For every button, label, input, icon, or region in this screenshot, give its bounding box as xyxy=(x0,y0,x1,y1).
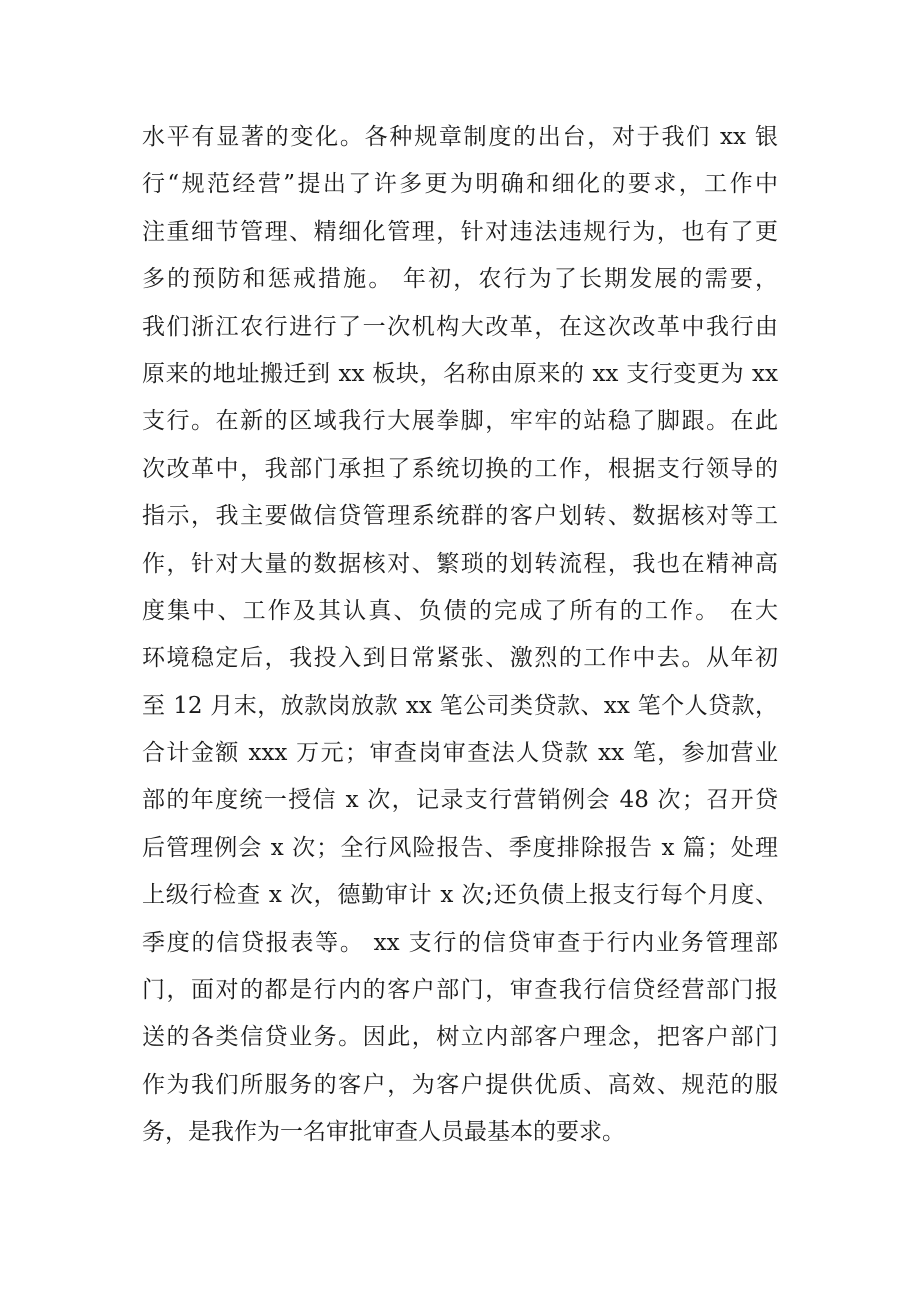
text-line: 上级行检查 x 次，德勤审计 x 次;还负债上报支行每个月度、 xyxy=(142,882,778,909)
text-line: 度集中、工作及其认真、负债的完成了所有的工作。 在大 xyxy=(142,597,778,624)
text-line: 原来的地址搬迁到 xx 板块，名称由原来的 xx 支行变更为 xx xyxy=(142,360,778,387)
document-body xyxy=(142,114,778,1157)
text-line: 部的年度统一授信 x 次，记录支行营销例会 48 次；召开贷 xyxy=(142,787,778,814)
text-line: 门，面对的都是行内的客户部门，审查我行信贷经营部门报 xyxy=(142,977,778,1004)
text-line: 送的各类信贷业务。因此，树立内部客户理念，把客户部门 xyxy=(142,1024,778,1051)
text-line: 支行。在新的区域我行大展拳脚，牢牢的站稳了脚跟。在此 xyxy=(142,408,778,435)
text-line: 作，针对大量的数据核对、繁琐的划转流程，我也在精神高 xyxy=(142,550,778,577)
text-line: 季度的信贷报表等。 xx 支行的信贷审查于行内业务管理部 xyxy=(142,929,778,956)
text-line: 合计金额 xxx 万元；审查岗审查法人贷款 xx 笔，参加营业 xyxy=(142,740,778,767)
text-line: 务，是我作为一名审批审查人员最基本的要求。 xyxy=(142,1119,625,1146)
text-line: 注重细节管理、精细化管理，针对违法违规行为，也有了更 xyxy=(142,218,778,245)
text-line: 次改革中，我部门承担了系统切换的工作，根据支行领导的 xyxy=(142,455,778,482)
text-line: 行“规范经营”提出了许多更为明确和细化的要求，工作中 xyxy=(142,171,778,198)
text-line: 环境稳定后，我投入到日常紧张、激烈的工作中去。从年初 xyxy=(142,645,778,672)
text-line: 指示，我主要做信贷管理系统群的客户划转、数据核对等工 xyxy=(142,503,778,530)
text-line: 水平有显著的变化。各种规章制度的出台，对于我们 xx 银 xyxy=(142,124,778,150)
text-line: 我们浙江农行进行了一次机构大改革，在这次改革中我行由 xyxy=(142,313,778,340)
text-line: 后管理例会 x 次；全行风险报告、季度排除报告 x 篇；处理 xyxy=(142,834,778,861)
text-line: 至 12 月末，放款岗放款 xx 笔公司类贷款、xx 笔个人贷款， xyxy=(142,692,778,719)
text-line: 多的预防和惩戒措施。 年初，农行为了长期发展的需要， xyxy=(142,266,778,293)
text-line: 作为我们所服务的客户，为客户提供优质、高效、规范的服 xyxy=(142,1071,778,1098)
